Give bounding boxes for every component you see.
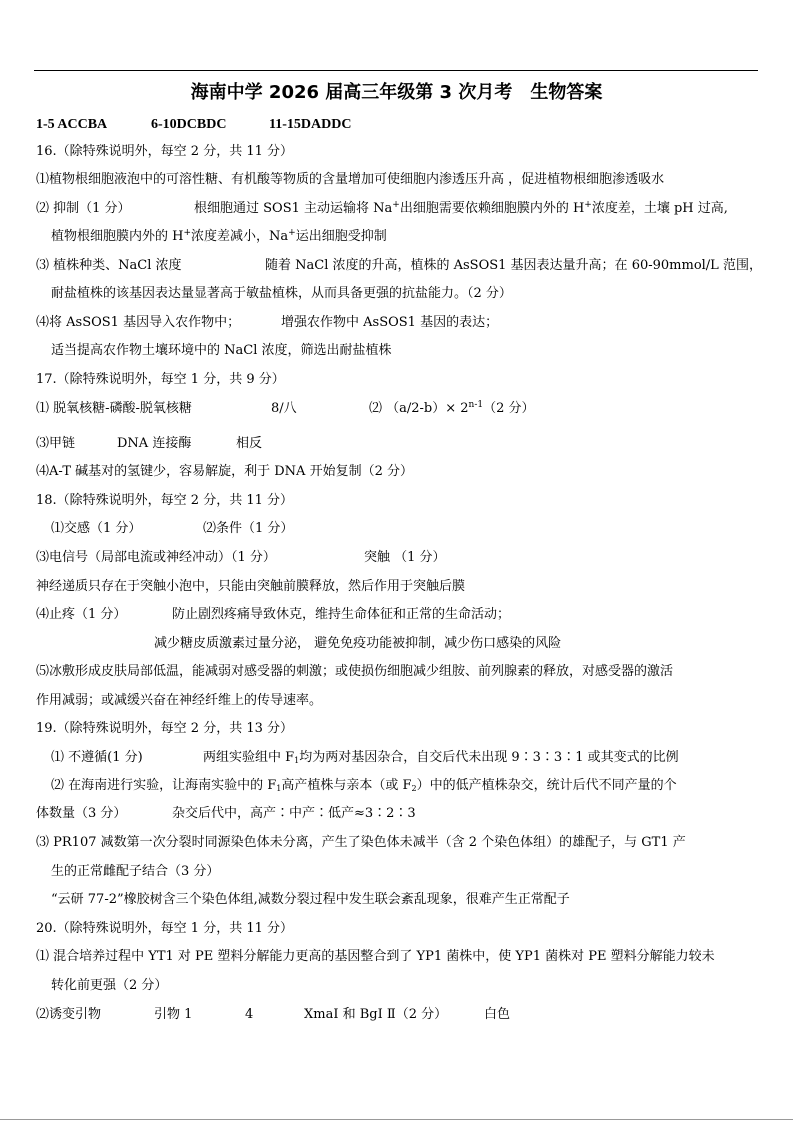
mc-answer-1-5: 1-5 ACCBA bbox=[36, 117, 108, 132]
q16-answer-2-part-b: 根细胞通过 SOS1 主动运输将 Na+出细胞需要依赖细胞膜内外的 H+浓度差，土壤 pH 过高, bbox=[194, 200, 728, 216]
q18-answer-3-line2: 神经递质只存在于突触小泡中，只能由突触前膜释放，然后作用于突触后膜 bbox=[36, 579, 466, 594]
q17-heading: 17.（除特殊说明外，每空 1 分，共 9 分） bbox=[36, 372, 285, 387]
q16-answer-3-part-b: 随着 NaCl 浓度的升高，植株的 AsSOS1 基因表达量升高；在 60-90mmol/L 范围， bbox=[265, 258, 762, 273]
q16-answer-2-part-a: ⑵ 抑制（1 分） bbox=[36, 201, 131, 216]
q18-answer-5-line1: ⑸冰敷形成皮肤局部低温，能减弱对感受器的刺激；或使损伤细胞减少组胺、前列腺素的释放，对感受器的激活 bbox=[36, 664, 674, 679]
q19-answer-2-line1: ⑵ 在海南进行实验，让海南实验中的 $F_1$高产植株与亲本（或 $F_2$）中的低产植株杂交，统计后代不同产量的个 bbox=[51, 778, 677, 793]
q20-answer-2-part-e: 白色 bbox=[484, 1007, 511, 1022]
q20-heading: 20.（除特殊说明外，每空 1 分，共 11 分） bbox=[36, 921, 294, 936]
q18-answer-4-part-b: 防止剧烈疼痛导致休克，维持生命体征和正常的生命活动； bbox=[172, 607, 511, 622]
q17-answer-4: ⑷A-T 碱基对的氢键少，容易解旋，利于 DNA 开始复制（2 分） bbox=[36, 464, 413, 479]
q17-answer-3-part-b: DNA 连接酶 bbox=[117, 436, 192, 451]
q19-answer-3-line2: 生的正常雌配子结合（3 分） bbox=[51, 864, 220, 879]
q19-answer-1-part-a: ⑴ 不遵循(1 分) bbox=[51, 750, 143, 765]
q19-heading: 19.（除特殊说明外，每空 2 分，共 13 分） bbox=[36, 721, 294, 736]
q18-answer-4-line2: 减少糖皮质激素过量分泌， 避免免疫功能被抑制，减少伤口感染的风险 bbox=[154, 636, 562, 651]
q20-answer-1-line1: ⑴ 混合培养过程中 YT1 对 PE 塑料分解能力更高的基因整合到了 YP1 菌株中，使 YP1 菌株对 PE 塑料分解能力较未 bbox=[36, 949, 715, 964]
q19-answer-2-part-b: 体数量（3 分） bbox=[36, 806, 127, 821]
q20-answer-2-part-b: 引物 1 bbox=[154, 1007, 193, 1022]
bottom-rule bbox=[0, 1119, 793, 1120]
q18-answer-5-line2: 作用减弱；或减缓兴奋在神经纤维上的传导速率。 bbox=[36, 693, 323, 708]
q18-answer-1: ⑴交感（1 分） bbox=[51, 521, 142, 536]
page-title: 海南中学 2026 届高三年级第 3 次月考 生物答案 bbox=[190, 82, 603, 103]
q18-heading: 18.（除特殊说明外，每空 2 分，共 11 分） bbox=[36, 493, 294, 508]
mc-answer-11-15: 11-15DADDC bbox=[269, 117, 352, 132]
q16-answer-3-line2: 耐盐植株的该基因表达量显著高于敏盐植株，从而具备更强的抗盐能力。（2 分） bbox=[51, 286, 512, 301]
q19-answer-2-part-c: 杂交后代中，高产∶中产∶低产≈3∶2∶3 bbox=[172, 806, 416, 821]
q16-answer-4-part-b: 增强农作物中 AsSOS1 基因的表达； bbox=[281, 315, 499, 330]
q17-answer-2: ⑵ $(a/2-b)\times 2^{n-1}(2$ 分） bbox=[369, 400, 535, 416]
q16-answer-2-line2: 植物根细胞膜内外的 H+浓度差减小，Na+运出细胞受抑制 bbox=[51, 228, 387, 244]
q17-answer-1-part-a: ⑴ 脱氧核糖-磷酸-脱氧核糖 bbox=[36, 401, 192, 416]
q18-answer-2: ⑵条件（1 分） bbox=[203, 521, 294, 536]
q20-answer-2-part-c: 4 bbox=[245, 1007, 254, 1022]
q16-heading: 16.（除特殊说明外，每空 2 分，共 11 分） bbox=[36, 144, 294, 159]
q20-answer-1-line2: 转化前更强（2 分） bbox=[51, 978, 168, 993]
q18-answer-3-part-a: ⑶电信号（局部电流或神经冲动）（1 分） bbox=[36, 550, 276, 565]
top-rule bbox=[34, 70, 758, 71]
q16-answer-1: ⑴植物根细胞液泡中的可溶性糖、有机酸等物质的含量增加可使细胞内渗透压升高 ，促进植物根细胞渗透吸水 bbox=[36, 172, 665, 187]
q19-answer-1-part-b: 两组实验组中 $F_1$均为两对基因杂合，自交后代未出现 9∶3∶3∶1 或其变式的比例 bbox=[203, 750, 679, 765]
q17-answer-1-part-b: 8/八 bbox=[271, 401, 297, 416]
mc-answer-6-10: 6-10DCBDC bbox=[151, 117, 227, 132]
q20-answer-2-part-a: ⑵诱变引物 bbox=[36, 1007, 102, 1022]
q16-answer-4-line2: 适当提高农作物土壤环境中的 NaCl 浓度，筛选出耐盐植株 bbox=[51, 343, 392, 358]
q19-answer-3-line3: “云研 77-2”橡胶树含三个染色体组,减数分裂过程中发生联会紊乱现象，很难产生正常配子 bbox=[51, 892, 570, 907]
q18-answer-3-part-b: 突触 （1 分） bbox=[364, 550, 446, 565]
q17-answer-3-part-c: 相反 bbox=[236, 436, 263, 451]
q17-answer-3-part-a: ⑶甲链 bbox=[36, 436, 76, 451]
q16-answer-3-part-a: ⑶ 植株种类、NaCl 浓度 bbox=[36, 258, 182, 273]
q18-answer-4-part-a: ⑷止疼（1 分） bbox=[36, 607, 127, 622]
q16-answer-4-part-a: ⑷将 AsSOS1 基因导入农作物中； bbox=[36, 315, 241, 330]
q19-answer-3-line1: ⑶ PR107 减数第一次分裂时同源染色体未分离，产生了染色体未减半（含 2 个染色体组）的雄配子，与 GT1 产 bbox=[36, 835, 686, 850]
q20-answer-2-part-d: XmaI 和 BgI Ⅱ（2 分） bbox=[304, 1007, 448, 1022]
